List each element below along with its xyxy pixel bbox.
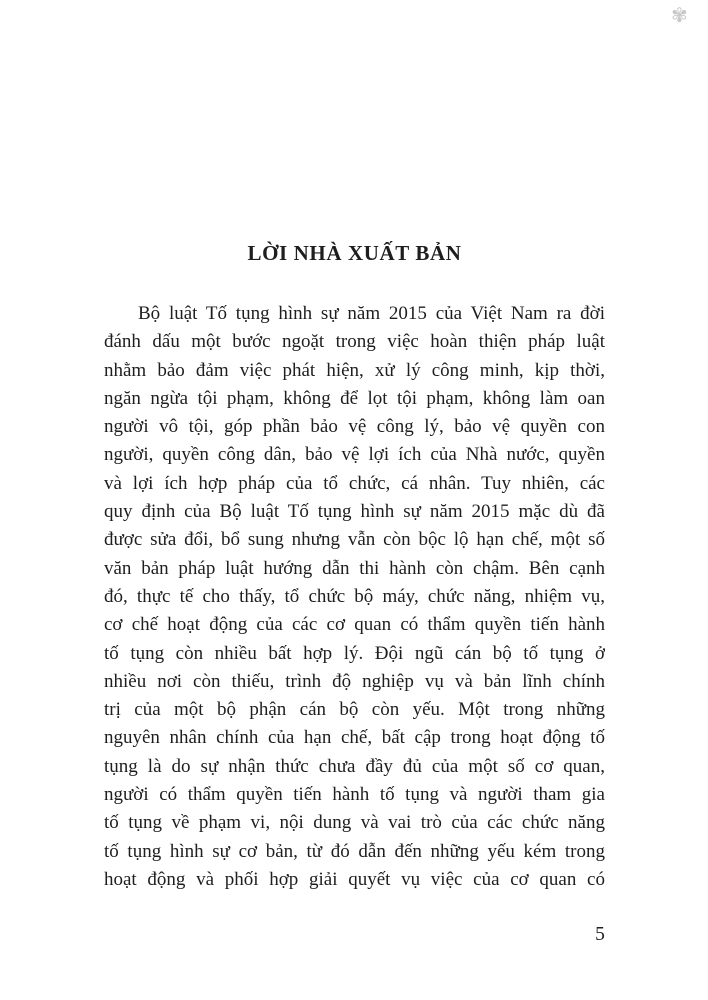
flower-ornament-icon: ✾	[671, 5, 688, 27]
paragraph-line: Bộ luật Tố tụng hình sự năm 2015 của Việt Nam ra đời	[138, 303, 605, 324]
paragraph-line: được sửa đổi, bổ sung nhưng vẫn còn bộc lộ hạn chế, một số	[104, 529, 605, 551]
paragraph-line: quy định của Bộ luật Tố tụng hình sự năm 2015 mặc dù đã	[104, 501, 605, 523]
paragraph-line: nguyên nhân chính của hạn chế, bất cập trong hoạt động tố	[104, 727, 605, 749]
foreword-paragraph	[104, 300, 605, 894]
paragraph-line: và lợi ích hợp pháp của tổ chức, cá nhân. Tuy nhiên, các	[104, 472, 605, 494]
page-number: 5	[595, 924, 605, 945]
paragraph-line: ngăn ngừa tội phạm, không để lọt tội phạm, không làm oan	[104, 387, 605, 409]
paragraph-line: đó, thực tế cho thấy, tổ chức bộ máy, chức năng, nhiệm vụ,	[104, 585, 605, 607]
paragraph-line: người, quyền công dân, bảo vệ lợi ích của Nhà nước, quyền	[104, 444, 605, 466]
chapter-title: LỜI NHÀ XUẤT BẢN	[247, 241, 462, 266]
paragraph-line: đánh dấu một bước ngoặt trong việc hoàn thiện pháp luật	[104, 331, 605, 353]
paragraph-line: người có thẩm quyền tiến hành tố tụng và người tham gia	[104, 784, 605, 806]
paragraph-line: người vô tội, góp phần bảo vệ công lý, bảo vệ quyền con	[104, 416, 605, 438]
paragraph-line: văn bản pháp luật hướng dẫn thi hành còn chậm. Bên cạnh	[104, 557, 605, 579]
paragraph-line: tụng là do sự nhận thức chưa đầy đủ của một số cơ quan,	[104, 755, 605, 777]
paragraph-line: tố tụng còn nhiều bất hợp lý. Đội ngũ cán bộ tố tụng ở	[104, 642, 605, 664]
paragraph-line: nhằm bảo đảm việc phát hiện, xử lý công minh, kịp thời,	[104, 359, 605, 381]
paragraph-line: cơ chế hoạt động của các cơ quan có thẩm quyền tiến hành	[104, 614, 605, 636]
paragraph-line: hoạt động và phối hợp giải quyết vụ việc của cơ quan có	[104, 868, 605, 890]
paragraph-line: trị của một bộ phận cán bộ còn yếu. Một trong những	[104, 699, 605, 721]
paragraph-line: nhiều nơi còn thiếu, trình độ nghiệp vụ và bản lĩnh chính	[104, 670, 605, 692]
paragraph-line: tố tụng về phạm vi, nội dung và vai trò của các chức năng	[104, 812, 605, 834]
paragraph-line: tố tụng hình sự cơ bản, từ đó dẫn đến những yếu kém trong	[104, 840, 605, 862]
